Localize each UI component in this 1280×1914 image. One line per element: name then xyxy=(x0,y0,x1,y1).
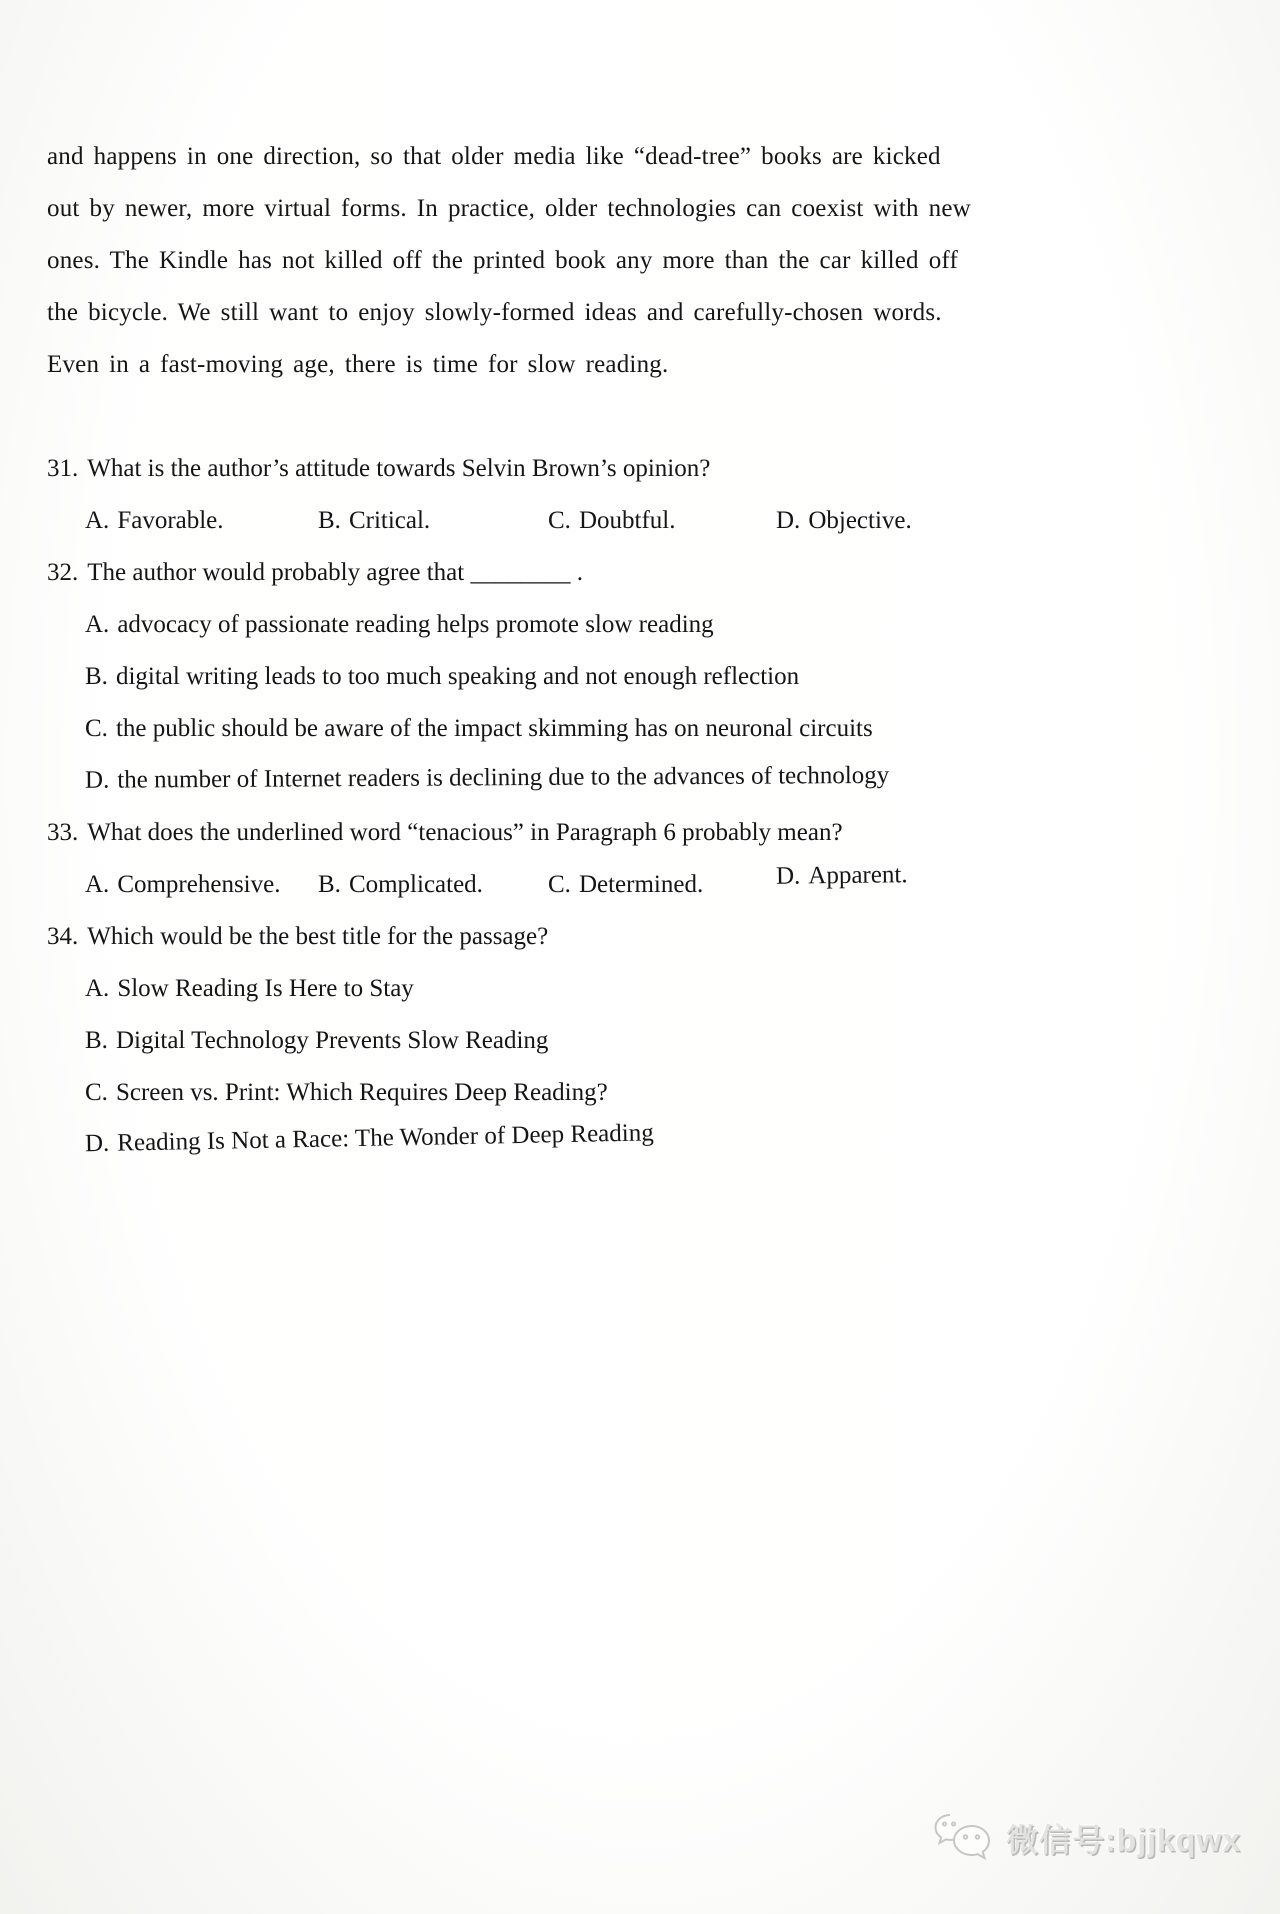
page-content xyxy=(47,131,1077,1171)
option-text: Digital Technology Prevents Slow Reading xyxy=(115,1027,549,1054)
option-label: D. xyxy=(84,1129,110,1158)
option-text: the number of Internet readers is declining due to the advances of technology xyxy=(117,761,890,794)
option-text: Critical. xyxy=(348,507,431,534)
option-32-d xyxy=(47,749,1077,807)
question-34-text xyxy=(47,911,1077,963)
option-34-b xyxy=(47,1015,1077,1067)
option-text: Favorable. xyxy=(117,507,224,534)
option-33-c xyxy=(548,859,776,911)
option-32-c xyxy=(47,703,1077,755)
option-text: digital writing leads to too much speaking and not enough reflection xyxy=(115,663,800,690)
option-text: Complicated. xyxy=(348,871,483,898)
option-33-a xyxy=(85,859,318,911)
option-34-a xyxy=(47,963,1077,1015)
option-33-b xyxy=(318,859,548,911)
option-label: A. xyxy=(85,507,110,534)
question-33-text xyxy=(47,807,1077,859)
option-33-d xyxy=(776,849,908,903)
option-text: Doubtful. xyxy=(578,507,676,534)
option-label: B. xyxy=(318,871,341,898)
option-31-b xyxy=(318,495,548,547)
question-number: 33. xyxy=(47,819,79,846)
option-31-a xyxy=(85,495,318,547)
option-32-b xyxy=(47,651,1077,703)
question-number: 34. xyxy=(47,923,79,950)
option-31-c xyxy=(548,495,776,547)
passage-line: out by newer, more virtual forms. In practice, older technologies can coexist with new xyxy=(47,195,971,222)
option-text: Slow Reading Is Here to Stay xyxy=(117,975,414,1002)
option-label: C. xyxy=(548,871,571,898)
option-label: B. xyxy=(318,507,341,534)
wechat-icon xyxy=(932,1812,994,1864)
option-label: C. xyxy=(85,715,108,742)
option-label: D. xyxy=(775,862,801,890)
question-34 xyxy=(47,911,1077,1171)
question-32 xyxy=(47,547,1077,807)
option-label: D. xyxy=(84,766,110,794)
option-label: A. xyxy=(85,611,110,638)
question-text: Which would be the best title for the passage? xyxy=(87,923,549,950)
option-31-d xyxy=(776,495,912,547)
question-number: 31. xyxy=(47,455,79,482)
option-text: advocacy of passionate reading helps promote slow reading xyxy=(117,611,714,638)
option-label: A. xyxy=(85,871,110,898)
passage-line: and happens in one direction, so that older media like “dead-tree” books are kicked xyxy=(47,143,941,170)
option-label: D. xyxy=(776,507,801,534)
question-text: The author would probably agree that ________ . xyxy=(87,559,583,586)
option-text: Screen vs. Print: Which Requires Deep Reading? xyxy=(115,1079,608,1106)
passage-line: the bicycle. We still want to enjoy slowly-formed ideas and carefully-chosen words. xyxy=(47,299,942,326)
option-text: Objective. xyxy=(808,507,912,534)
watermark-text: 微信号:bjjkqwx xyxy=(1006,1822,1242,1858)
option-label: C. xyxy=(85,1079,108,1106)
option-label: C. xyxy=(548,507,571,534)
passage-line: Even in a fast-moving age, there is time for slow reading. xyxy=(47,351,669,378)
question-31-text xyxy=(47,443,1077,495)
question-33 xyxy=(47,807,1077,911)
question-32-text xyxy=(47,547,1077,599)
option-text: Reading Is Not a Race: The Wonder of Deep Reading xyxy=(117,1119,654,1157)
question-31-options xyxy=(47,495,1077,547)
passage-line: ones. The Kindle has not killed off the printed book any more than the car killed off xyxy=(47,247,958,274)
question-33-options xyxy=(47,859,1077,911)
option-text: Determined. xyxy=(578,871,704,898)
option-text: Apparent. xyxy=(808,861,908,890)
question-number: 32. xyxy=(47,559,79,586)
passage xyxy=(47,131,1077,391)
option-text: the public should be aware of the impact skimming has on neuronal circuits xyxy=(115,715,873,742)
question-text: What does the underlined word “tenacious” in Paragraph 6 probably mean? xyxy=(87,819,843,846)
question-31 xyxy=(47,443,1077,547)
watermark xyxy=(932,1812,1241,1864)
question-text: What is the author’s attitude towards Selvin Brown’s opinion? xyxy=(87,455,711,482)
option-label: B. xyxy=(85,1027,108,1054)
option-label: A. xyxy=(85,975,110,1002)
option-label: B. xyxy=(85,663,108,690)
option-32-a xyxy=(47,599,1077,651)
option-text: Comprehensive. xyxy=(117,871,281,898)
